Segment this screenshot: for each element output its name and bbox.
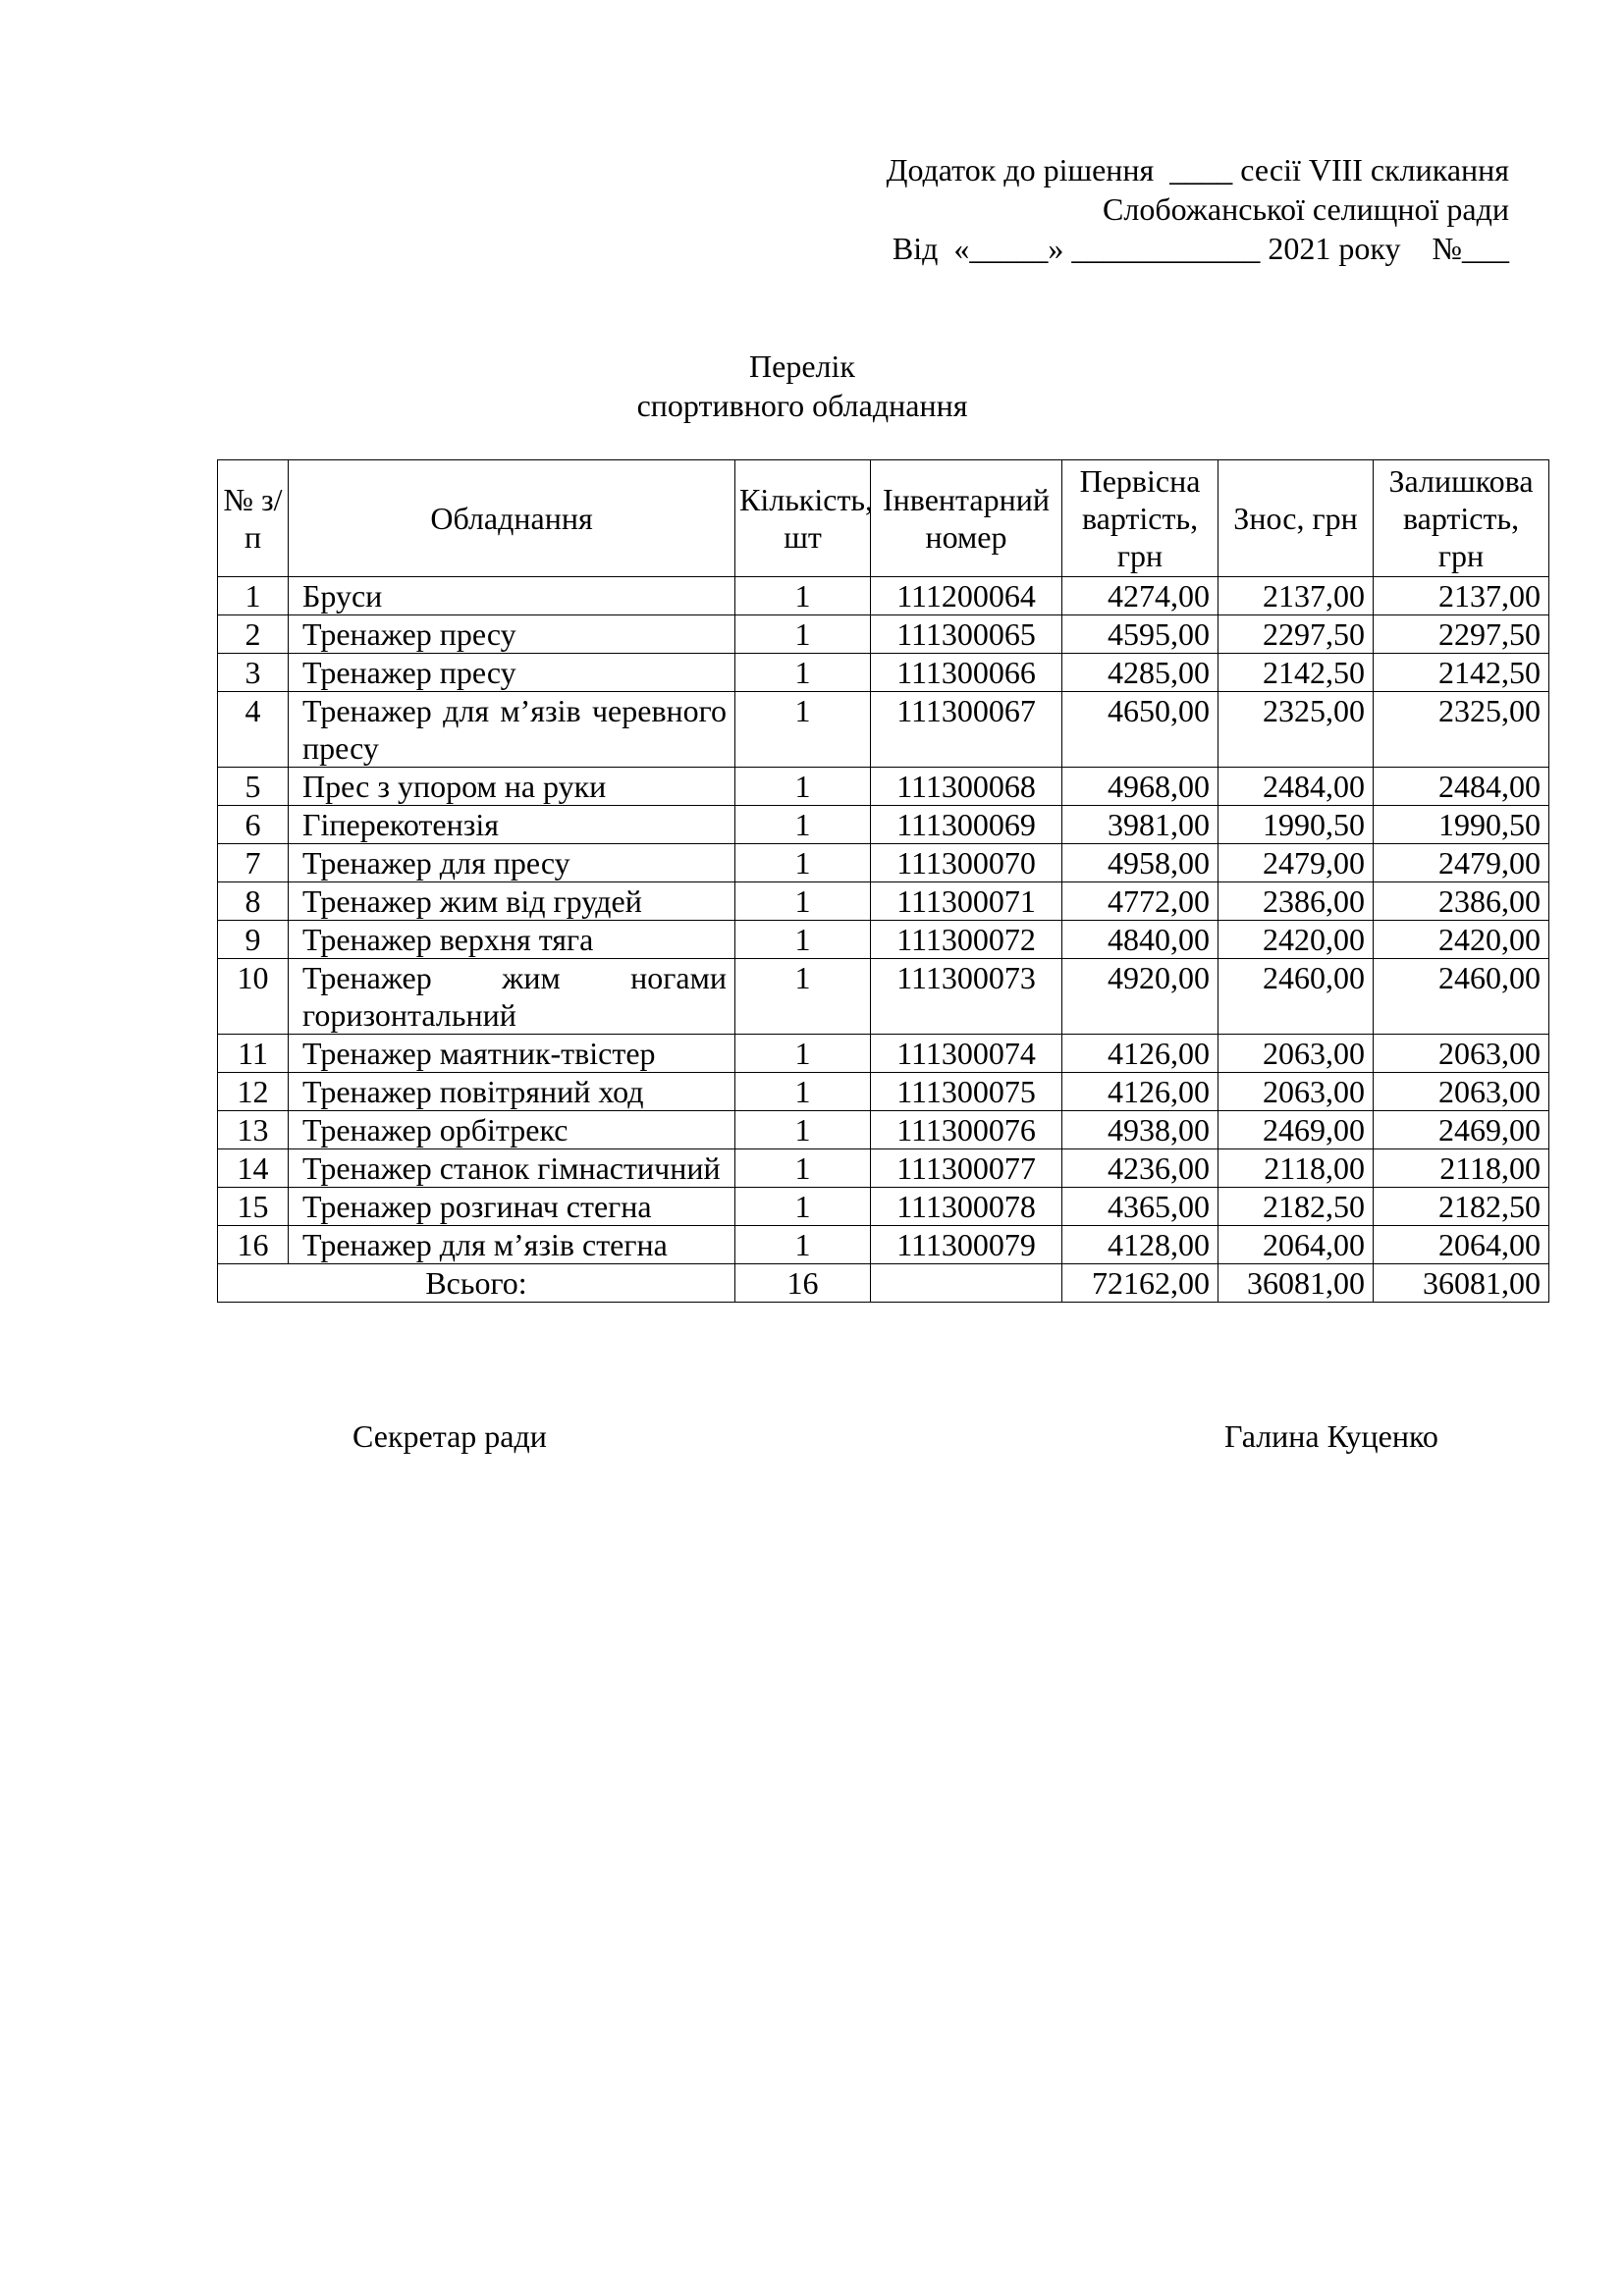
row-residual-cost: 2386,00 bbox=[1374, 882, 1549, 921]
row-wear: 2064,00 bbox=[1218, 1226, 1374, 1264]
row-wear: 2142,50 bbox=[1218, 654, 1374, 692]
row-initial-cost: 4285,00 bbox=[1062, 654, 1218, 692]
total-initial: 72162,00 bbox=[1062, 1264, 1218, 1303]
table-row bbox=[218, 1149, 1549, 1188]
total-row bbox=[218, 1264, 1549, 1303]
row-equipment-name: Тренажер для пресу bbox=[289, 844, 735, 882]
row-initial-cost: 4236,00 bbox=[1062, 1149, 1218, 1188]
row-inventory-number: 111300077 bbox=[871, 1149, 1062, 1188]
row-inventory-number: 111300072 bbox=[871, 921, 1062, 959]
row-number: 8 bbox=[218, 882, 289, 921]
table-row bbox=[218, 577, 1549, 615]
row-residual-cost: 2420,00 bbox=[1374, 921, 1549, 959]
table-row bbox=[218, 806, 1549, 844]
title-line-2: спортивного обладнання bbox=[636, 388, 968, 423]
table-row bbox=[218, 768, 1549, 806]
row-quantity: 1 bbox=[735, 692, 871, 768]
table-body bbox=[218, 577, 1549, 1264]
row-initial-cost: 4650,00 bbox=[1062, 692, 1218, 768]
row-wear: 2460,00 bbox=[1218, 959, 1374, 1035]
row-initial-cost: 3981,00 bbox=[1062, 806, 1218, 844]
row-inventory-number: 111300065 bbox=[871, 615, 1062, 654]
table-row bbox=[218, 654, 1549, 692]
row-wear: 2479,00 bbox=[1218, 844, 1374, 882]
row-initial-cost: 4840,00 bbox=[1062, 921, 1218, 959]
row-wear: 2297,50 bbox=[1218, 615, 1374, 654]
row-number: 9 bbox=[218, 921, 289, 959]
row-inventory-number: 111300070 bbox=[871, 844, 1062, 882]
row-quantity: 1 bbox=[735, 615, 871, 654]
row-initial-cost: 4772,00 bbox=[1062, 882, 1218, 921]
table-row bbox=[218, 1188, 1549, 1226]
row-quantity: 1 bbox=[735, 1073, 871, 1111]
row-equipment-name: Тренажер орбітрекс bbox=[289, 1111, 735, 1149]
row-number: 16 bbox=[218, 1226, 289, 1264]
row-number: 14 bbox=[218, 1149, 289, 1188]
row-residual-cost: 2064,00 bbox=[1374, 1226, 1549, 1264]
header-line-decision: Додаток до рішення ____ сесії VIII скликання bbox=[886, 152, 1509, 187]
row-equipment-name: Тренажер станок гімнастичний bbox=[289, 1149, 735, 1188]
row-initial-cost: 4920,00 bbox=[1062, 959, 1218, 1035]
row-equipment-name: Тренажер пресу bbox=[289, 654, 735, 692]
row-initial-cost: 4128,00 bbox=[1062, 1226, 1218, 1264]
row-number: 7 bbox=[218, 844, 289, 882]
table-row bbox=[218, 1226, 1549, 1264]
row-residual-cost: 2297,50 bbox=[1374, 615, 1549, 654]
row-initial-cost: 4274,00 bbox=[1062, 577, 1218, 615]
row-residual-cost: 1990,50 bbox=[1374, 806, 1549, 844]
row-quantity: 1 bbox=[735, 768, 871, 806]
row-number: 3 bbox=[218, 654, 289, 692]
row-residual-cost: 2063,00 bbox=[1374, 1035, 1549, 1073]
table-header-row bbox=[218, 460, 1549, 577]
row-wear: 2063,00 bbox=[1218, 1073, 1374, 1111]
row-inventory-number: 111300073 bbox=[871, 959, 1062, 1035]
row-quantity: 1 bbox=[735, 654, 871, 692]
table-row bbox=[218, 615, 1549, 654]
row-quantity: 1 bbox=[735, 844, 871, 882]
row-wear: 2386,00 bbox=[1218, 882, 1374, 921]
row-quantity: 1 bbox=[735, 806, 871, 844]
row-quantity: 1 bbox=[735, 1226, 871, 1264]
row-residual-cost: 2325,00 bbox=[1374, 692, 1549, 768]
table-row bbox=[218, 921, 1549, 959]
row-wear: 1990,50 bbox=[1218, 806, 1374, 844]
row-equipment-name: Тренажер жим від грудей bbox=[289, 882, 735, 921]
row-equipment-name: Прес з упором на руки bbox=[289, 768, 735, 806]
row-quantity: 1 bbox=[735, 882, 871, 921]
header-wear: Знос, грн bbox=[1218, 460, 1374, 577]
total-qty: 16 bbox=[735, 1264, 871, 1303]
header-line-date: Від «_____» ____________ 2021 року №___ bbox=[892, 231, 1509, 266]
row-equipment-name: Тренажер для м’язів черевного пресу bbox=[289, 692, 735, 768]
row-equipment-name: Тренажер для м’язів стегна bbox=[289, 1226, 735, 1264]
total-residual: 36081,00 bbox=[1374, 1264, 1549, 1303]
row-inventory-number: 111300066 bbox=[871, 654, 1062, 692]
row-quantity: 1 bbox=[735, 1188, 871, 1226]
row-residual-cost: 2182,50 bbox=[1374, 1188, 1549, 1226]
row-number: 5 bbox=[218, 768, 289, 806]
row-equipment-name: Тренажер розгинач стегна bbox=[289, 1188, 735, 1226]
row-quantity: 1 bbox=[735, 577, 871, 615]
row-inventory-number: 111300067 bbox=[871, 692, 1062, 768]
row-initial-cost: 4126,00 bbox=[1062, 1073, 1218, 1111]
row-number: 12 bbox=[218, 1073, 289, 1111]
row-equipment-name: Тренажер жим ногами горизонтальний bbox=[289, 959, 735, 1035]
row-number: 1 bbox=[218, 577, 289, 615]
row-quantity: 1 bbox=[735, 1035, 871, 1073]
row-equipment-name: Бруси bbox=[289, 577, 735, 615]
table-row bbox=[218, 844, 1549, 882]
header-num: № з/п bbox=[218, 460, 289, 577]
total-label: Всього: bbox=[218, 1264, 735, 1303]
row-number: 4 bbox=[218, 692, 289, 768]
row-inventory-number: 111300074 bbox=[871, 1035, 1062, 1073]
document-title bbox=[0, 347, 1614, 425]
row-wear: 2063,00 bbox=[1218, 1035, 1374, 1073]
row-inventory-number: 111300076 bbox=[871, 1111, 1062, 1149]
header-inv: Інвентарний номер bbox=[871, 460, 1062, 577]
row-residual-cost: 2460,00 bbox=[1374, 959, 1549, 1035]
row-inventory-number: 111300079 bbox=[871, 1226, 1062, 1264]
row-quantity: 1 bbox=[735, 959, 871, 1035]
header-line-council: Слобожанської селищної ради bbox=[1103, 191, 1509, 227]
row-initial-cost: 4595,00 bbox=[1062, 615, 1218, 654]
row-residual-cost: 2479,00 bbox=[1374, 844, 1549, 882]
row-residual-cost: 2118,00 bbox=[1374, 1149, 1549, 1188]
header-qty: Кількість, шт bbox=[735, 460, 871, 577]
equipment-table bbox=[217, 459, 1549, 1303]
row-quantity: 1 bbox=[735, 1149, 871, 1188]
row-wear: 2325,00 bbox=[1218, 692, 1374, 768]
row-residual-cost: 2484,00 bbox=[1374, 768, 1549, 806]
row-number: 2 bbox=[218, 615, 289, 654]
table-row bbox=[218, 1111, 1549, 1149]
signature-name: Галина Куценко bbox=[1224, 1418, 1438, 1454]
row-wear: 2484,00 bbox=[1218, 768, 1374, 806]
row-residual-cost: 2469,00 bbox=[1374, 1111, 1549, 1149]
row-wear: 2118,00 bbox=[1218, 1149, 1374, 1188]
row-number: 6 bbox=[218, 806, 289, 844]
title-line-1: Перелік bbox=[749, 348, 855, 384]
row-quantity: 1 bbox=[735, 921, 871, 959]
row-initial-cost: 4365,00 bbox=[1062, 1188, 1218, 1226]
row-equipment-name: Тренажер пресу bbox=[289, 615, 735, 654]
signature-position: Секретар ради bbox=[352, 1418, 547, 1454]
header-initial: Первісна вартість, грн bbox=[1062, 460, 1218, 577]
document-header bbox=[887, 150, 1509, 268]
table-row bbox=[218, 882, 1549, 921]
row-number: 10 bbox=[218, 959, 289, 1035]
header-name: Обладнання bbox=[289, 460, 735, 577]
row-wear: 2469,00 bbox=[1218, 1111, 1374, 1149]
table-row bbox=[218, 1035, 1549, 1073]
row-residual-cost: 2063,00 bbox=[1374, 1073, 1549, 1111]
row-inventory-number: 111300075 bbox=[871, 1073, 1062, 1111]
row-inventory-number: 111200064 bbox=[871, 577, 1062, 615]
header-residual: Залишкова вартість, грн bbox=[1374, 460, 1549, 577]
row-initial-cost: 4126,00 bbox=[1062, 1035, 1218, 1073]
row-initial-cost: 4938,00 bbox=[1062, 1111, 1218, 1149]
row-equipment-name: Тренажер повітряний ход bbox=[289, 1073, 735, 1111]
row-equipment-name: Тренажер верхня тяга bbox=[289, 921, 735, 959]
row-equipment-name: Тренажер маятник-твістер bbox=[289, 1035, 735, 1073]
table-row bbox=[218, 692, 1549, 768]
row-equipment-name: Гіперекотензія bbox=[289, 806, 735, 844]
row-residual-cost: 2137,00 bbox=[1374, 577, 1549, 615]
row-inventory-number: 111300071 bbox=[871, 882, 1062, 921]
row-initial-cost: 4958,00 bbox=[1062, 844, 1218, 882]
row-number: 11 bbox=[218, 1035, 289, 1073]
row-number: 13 bbox=[218, 1111, 289, 1149]
row-inventory-number: 111300068 bbox=[871, 768, 1062, 806]
total-inv bbox=[871, 1264, 1062, 1303]
table-row bbox=[218, 959, 1549, 1035]
row-wear: 2137,00 bbox=[1218, 577, 1374, 615]
total-wear: 36081,00 bbox=[1218, 1264, 1374, 1303]
row-wear: 2182,50 bbox=[1218, 1188, 1374, 1226]
row-initial-cost: 4968,00 bbox=[1062, 768, 1218, 806]
row-number: 15 bbox=[218, 1188, 289, 1226]
row-quantity: 1 bbox=[735, 1111, 871, 1149]
table-row bbox=[218, 1073, 1549, 1111]
row-inventory-number: 111300078 bbox=[871, 1188, 1062, 1226]
row-inventory-number: 111300069 bbox=[871, 806, 1062, 844]
row-wear: 2420,00 bbox=[1218, 921, 1374, 959]
row-residual-cost: 2142,50 bbox=[1374, 654, 1549, 692]
